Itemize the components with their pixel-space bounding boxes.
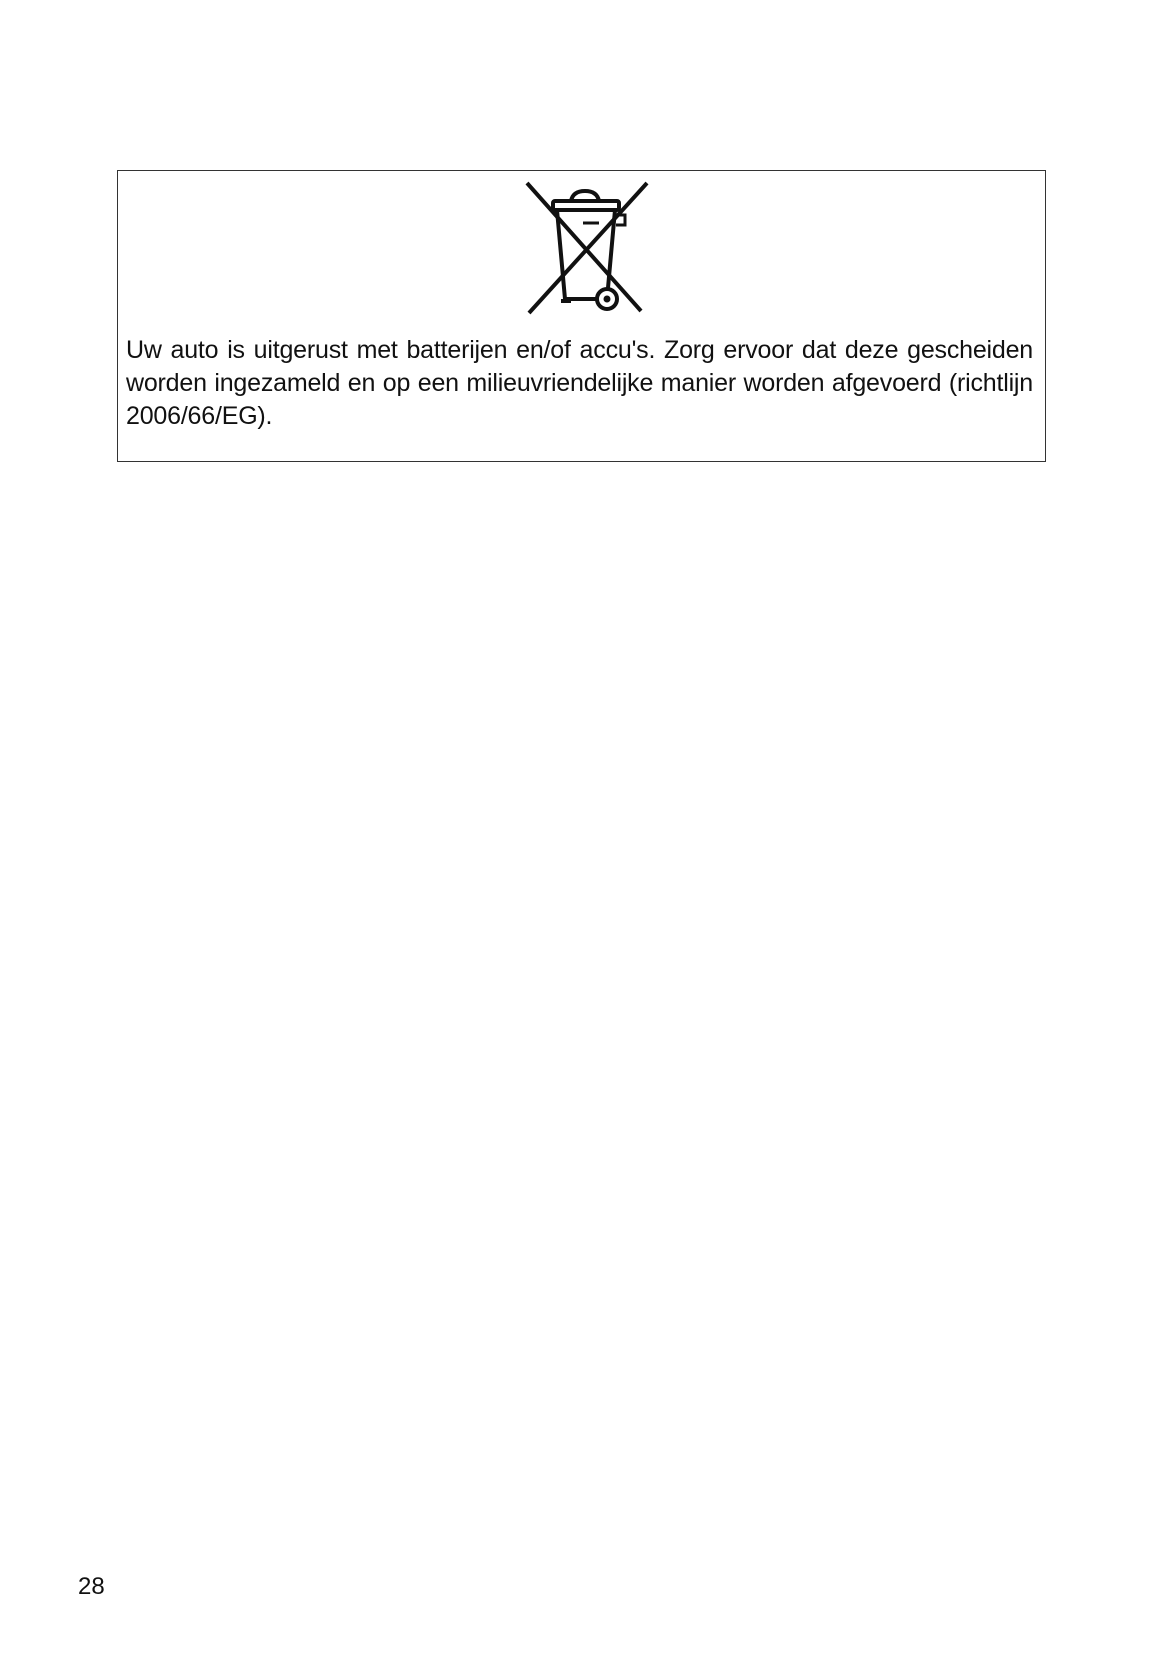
crossed-out-wheelie-bin-icon xyxy=(513,177,657,319)
battery-disposal-notice xyxy=(117,170,1046,462)
notice-text: Uw auto is uitgerust met batterijen en/of accu's. Zorg ervoor dat deze gescheiden worden ingezameld en op een milieuvriendelijke manier worden afgevoerd (richtlijn 2006/66/EG). xyxy=(126,336,1033,430)
page-number: 28 xyxy=(78,1573,105,1600)
